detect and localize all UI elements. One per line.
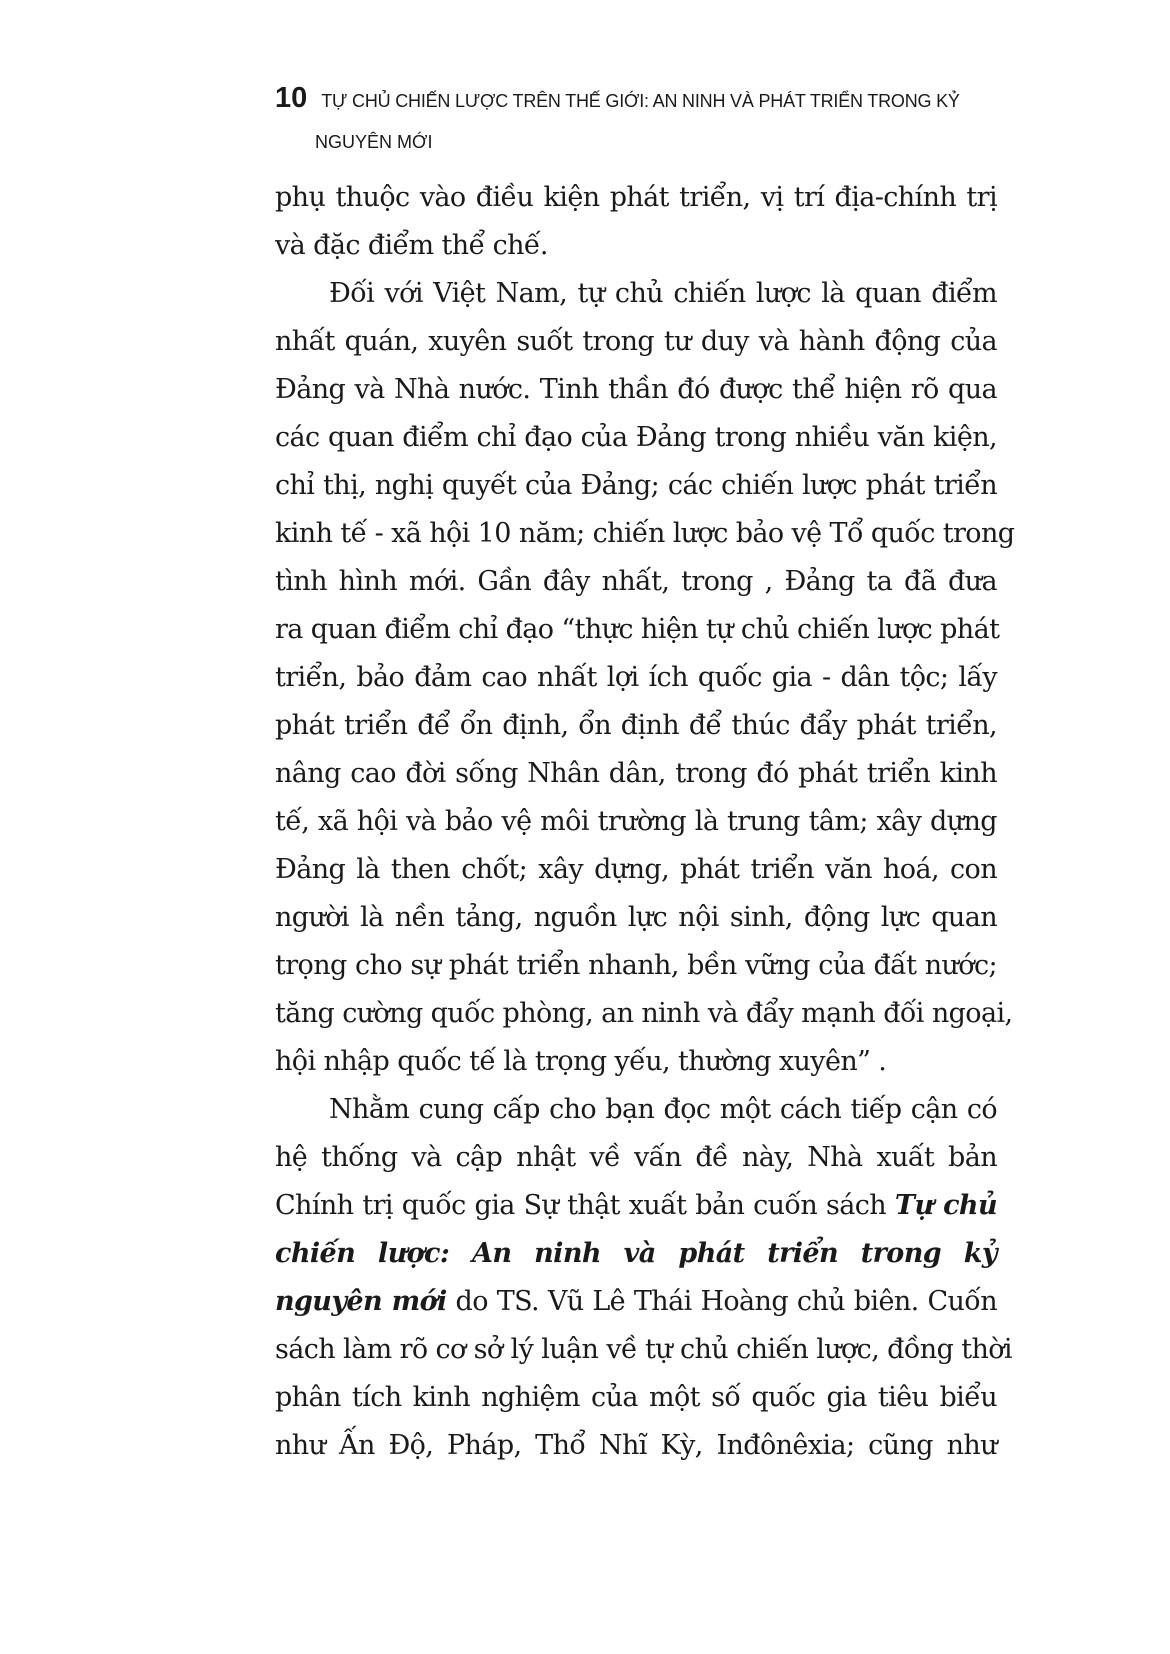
text-line: sách làm rõ cơ sở lý luận về tự chủ chiến lược, đồng thời	[275, 1334, 1012, 1365]
text-line: trọng cho sự phát triển nhanh, bền vững của đất nước;	[275, 950, 997, 981]
text-line: tình hình mới. Gần đây nhất, trong , Đảng ta đã đưa	[275, 566, 997, 597]
text-line-part: do TS. Vũ Lê Thái Hoàng chủ biên. Cuốn	[446, 1286, 998, 1317]
running-head	[275, 82, 1015, 166]
text-line: chỉ thị, nghị quyết của Đảng; các chiến lược phát triển	[275, 470, 997, 501]
text-line: Đảng và Nhà nước. Tinh thần đó được thể hiện rõ qua	[275, 374, 997, 405]
text-line: hội nhập quốc tế là trọng yếu, thường xuyên” .	[275, 1046, 887, 1077]
text-line: và đặc điểm thể chế.	[275, 230, 548, 261]
book-title-part: Tự chủ	[894, 1190, 997, 1221]
text-line: phát triển để ổn định, ổn định để thúc đẩy phát triển,	[275, 710, 997, 741]
text-line: hệ thống và cập nhật về vấn đề này, Nhà xuất bản	[275, 1142, 997, 1173]
running-head-title: TỰ CHỦ CHIẾN LƯỢC TRÊN THẾ GIỚI: AN NINH VÀ PHÁT TRIỂN TRONG KỶ	[321, 91, 960, 111]
page-number: 10	[275, 82, 308, 114]
text-line: tế, xã hội và bảo vệ môi trường là trung tâm; xây dựng	[275, 806, 997, 837]
text-line: như Ấn Độ, Pháp, Thổ Nhĩ Kỳ, Inđônêxia; cũng như	[275, 1430, 997, 1461]
running-head-title-continued: NGUYÊN MỚI	[315, 132, 433, 152]
body-text	[275, 174, 1015, 1470]
text-line	[275, 1182, 997, 1230]
text-line: triển, bảo đảm cao nhất lợi ích quốc gia - dân tộc; lấy	[275, 662, 997, 693]
text-line: ra quan điểm chỉ đạo “thực hiện tự chủ chiến lược phát	[275, 614, 1000, 645]
text-line: phụ thuộc vào điều kiện phát triển, vị trí địa-chính trị	[275, 182, 997, 213]
text-line: các quan điểm chỉ đạo của Đảng trong nhiều văn kiện,	[275, 422, 997, 453]
text-line: nâng cao đời sống Nhân dân, trong đó phát triển kinh	[275, 758, 997, 789]
text-line	[275, 1278, 997, 1326]
text-line: Đảng là then chốt; xây dựng, phát triển văn hoá, con	[275, 854, 997, 885]
text-line: tăng cường quốc phòng, an ninh và đẩy mạnh đối ngoại,	[275, 998, 1013, 1029]
text-line: Đối với Việt Nam, tự chủ chiến lược là quan điểm	[329, 278, 997, 309]
text-line: phân tích kinh nghiệm của một số quốc gia tiêu biểu	[275, 1382, 997, 1413]
book-title-line: chiến lược: An ninh và phát triển trong kỷ	[275, 1238, 997, 1269]
text-line: kinh tế - xã hội 10 năm; chiến lược bảo vệ Tổ quốc trong	[275, 518, 1015, 549]
text-line-part: Chính trị quốc gia Sự thật xuất bản cuốn sách	[275, 1190, 887, 1221]
text-line: Nhằm cung cấp cho bạn đọc một cách tiếp cận có	[329, 1094, 997, 1125]
book-title-part: nguyên mới	[275, 1286, 447, 1317]
text-line: người là nền tảng, nguồn lực nội sinh, động lực quan	[275, 902, 997, 933]
text-line: nhất quán, xuyên suốt trong tư duy và hành động của	[275, 326, 997, 357]
